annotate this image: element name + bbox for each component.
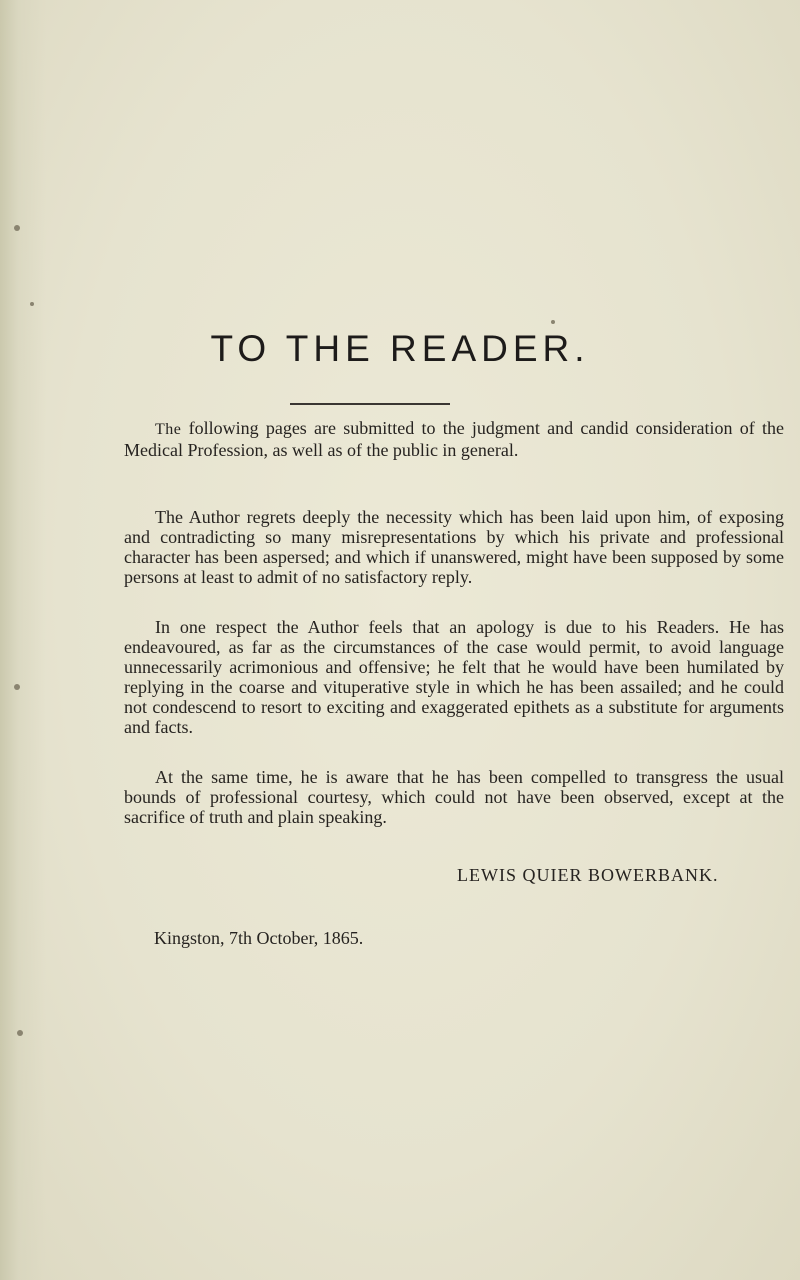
paragraph-3 [124, 617, 784, 737]
paragraph-lead: The [155, 421, 182, 438]
ink-speck [30, 302, 34, 306]
paragraph-1 [124, 418, 784, 460]
author-signature: LEWIS QUIER BOWERBANK. [457, 865, 719, 885]
paragraph-text: In one respect the Author feels that an apology is due to his Readers. He has endeavoured, as far as the circumstances of the case would permit, to avoid language unnecessarily acrimonious and offensive; he felt that he would have been humilated by replying in the coarse and vituperative style in which he has been assailed; and he could not condescend to resort to exciting and exaggerated epithets as a substitute for arguments and facts. [124, 617, 784, 737]
ink-speck [14, 684, 20, 690]
paragraph-text: At the same time, he is aware that he has been compelled to transgress the usual bounds of professional courtesy, which could not have been observed, except at the sacrifice of truth and plain speaking. [124, 767, 784, 827]
page-binding-shadow [0, 0, 46, 1280]
paragraph-2 [124, 507, 784, 587]
heading-rule [290, 403, 450, 405]
paragraph-text: The Author regrets deeply the necessity which has been laid upon him, of exposing and contradicting so many misrepresentations by which his private and professional character has been aspersed; and which if unanswered, might have been supposed by some persons at least to admit of no satisfactory reply. [124, 507, 784, 587]
paragraph-4 [124, 767, 784, 827]
page-heading: TO THE READER. [210, 328, 590, 369]
ink-speck [17, 1030, 23, 1036]
paragraph-text: following pages are submitted to the judgment and candid consideration of the Medical Profession, as well as of the public in general. [124, 418, 784, 460]
place-date-line: Kingston, 7th October, 1865. [154, 928, 364, 948]
ink-speck [551, 320, 555, 324]
ink-speck [14, 225, 20, 231]
